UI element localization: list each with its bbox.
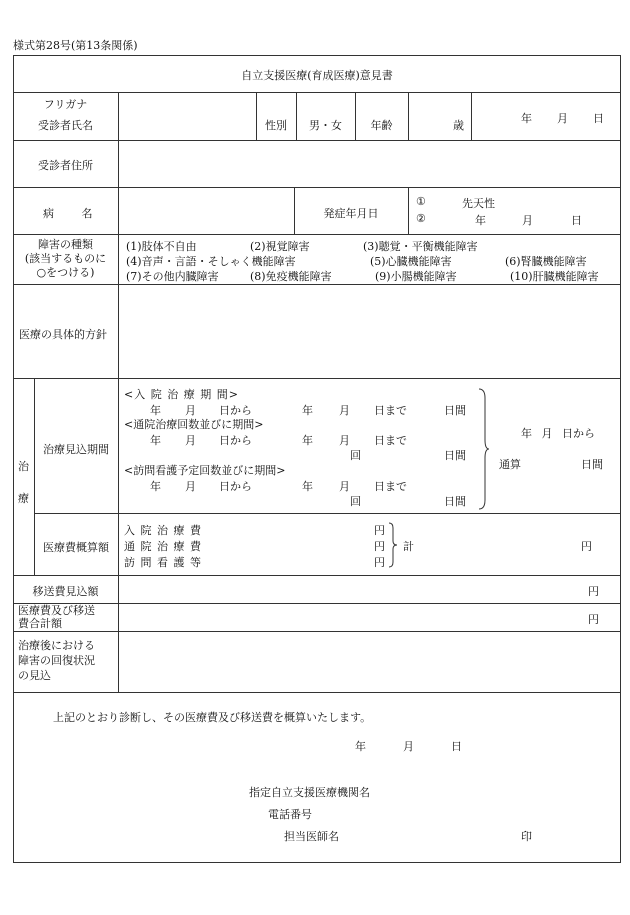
declaration-year: 年	[355, 740, 366, 753]
sum-label-line: 費合計額	[18, 617, 62, 630]
row-line	[13, 140, 621, 141]
sum-label-line: 医療費及び移送	[18, 604, 95, 617]
patient-name-label: 受診者氏名	[38, 119, 93, 132]
cost-visit-label: 訪 問 看 護 等	[124, 556, 202, 569]
outpatient-period-heading: <通院治療回数並びに期間>	[124, 418, 264, 431]
date-day: 日	[593, 112, 604, 125]
cost-inpatient-yen: 円	[374, 524, 385, 537]
address-label: 受診者住所	[38, 159, 93, 172]
row-line	[13, 284, 621, 285]
row-line	[34, 513, 621, 514]
col-line	[408, 187, 409, 234]
visit-from-year: 年	[150, 480, 161, 493]
visit-to-year: 年	[302, 480, 313, 493]
row-line	[13, 692, 621, 693]
disability-option[interactable]: (7)その他内臓障害	[126, 270, 219, 283]
disability-option[interactable]: (5)心臓機能障害	[370, 255, 452, 268]
inpatient-days: 日間	[444, 404, 466, 417]
inpatient-to-label: 日まで	[374, 404, 407, 417]
outpatient-to-year: 年	[302, 434, 313, 447]
seal-mark: 印	[521, 830, 532, 843]
onset-option-2-number: ②	[416, 212, 426, 225]
disability-label	[13, 238, 118, 280]
disability-label-line: (該当するものに	[24, 252, 107, 265]
transport-field[interactable]	[120, 577, 580, 601]
outpatient-from-label: 日から	[219, 434, 252, 447]
cost-total-label: 計	[403, 540, 414, 553]
visit-from-month: 月	[185, 480, 196, 493]
onset-day: 日	[571, 214, 582, 227]
period-label: 治療見込期間	[43, 443, 109, 456]
visit-days: 日間	[444, 495, 466, 508]
disability-option[interactable]: (8)免疫機能障害	[250, 270, 332, 283]
total-days: 日間	[581, 458, 603, 471]
onset-month: 月	[522, 214, 533, 227]
cost-inpatient-label: 入 院 治 療 費	[124, 524, 202, 537]
date-month: 月	[557, 112, 568, 125]
sum-field[interactable]	[120, 605, 580, 629]
age-unit: 歳	[453, 119, 464, 132]
disability-option[interactable]: (4)音声・言語・そしゃく機能障害	[126, 255, 296, 268]
recovery-field[interactable]	[120, 633, 618, 690]
disability-label-line: 障害の種類	[38, 238, 93, 251]
onset-label: 発症年月日	[323, 207, 379, 220]
doctor-label: 担当医師名	[284, 830, 339, 843]
disability-option[interactable]: (3)聴覚・平衡機能障害	[363, 240, 478, 253]
visit-to-label: 日まで	[374, 480, 407, 493]
outpatient-to-month: 月	[339, 434, 350, 447]
form-number: 様式第28号(第13条関係)	[13, 39, 138, 52]
policy-label: 医療の具体的方針	[19, 328, 107, 341]
total-label: 通算	[499, 458, 521, 471]
inpatient-period-heading: <入 院 治 療 期 間>	[124, 388, 239, 401]
transport-label: 移送費見込額	[32, 585, 99, 598]
sex-label: 性別	[265, 119, 287, 132]
row-line	[13, 187, 621, 188]
total-from: 年 月 日から	[521, 427, 595, 440]
outpatient-from-month: 月	[185, 434, 196, 447]
frame-bottom	[13, 862, 621, 863]
outpatient-to-label: 日まで	[374, 434, 407, 447]
visit-count: 回	[350, 495, 361, 508]
date-year: 年	[521, 112, 532, 125]
disability-option[interactable]: (6)腎臓機能障害	[505, 255, 587, 268]
page-title: 自立支援医療(育成医療)意見書	[241, 69, 393, 82]
inpatient-from-label: 日から	[219, 404, 252, 417]
policy-field[interactable]	[120, 286, 618, 376]
visit-from-label: 日から	[219, 480, 252, 493]
phone-label: 電話番号	[268, 808, 312, 821]
visit-to-month: 月	[339, 480, 350, 493]
disability-option[interactable]: (2)視覚障害	[250, 240, 310, 253]
inpatient-from-year: 年	[150, 404, 161, 417]
treatment-label-1: 治	[18, 460, 29, 473]
declaration-text: 上記のとおり診断し、その医療費及び移送費を概算いたします。	[53, 711, 372, 724]
visit-period-heading: <訪問看護予定回数並びに期間>	[124, 464, 286, 477]
recovery-label-line: 障害の回復状況	[18, 654, 95, 667]
frame-left	[13, 55, 14, 863]
declaration-month: 月	[403, 740, 414, 753]
outpatient-from-year: 年	[150, 434, 161, 447]
col-line	[408, 92, 409, 140]
col-line-label	[118, 92, 119, 692]
row-line	[13, 92, 621, 93]
treatment-label-2: 療	[18, 492, 29, 505]
cost-total-yen: 円	[581, 540, 592, 553]
recovery-label-line: の見込	[18, 669, 51, 682]
disability-label-line: ○をつける)	[36, 266, 95, 279]
frame-top	[13, 55, 621, 56]
outpatient-count: 回	[350, 449, 361, 462]
period-brace	[478, 388, 490, 510]
frame-right	[620, 55, 621, 863]
inpatient-from-month: 月	[185, 404, 196, 417]
age-label: 年齢	[370, 119, 393, 132]
sum-yen: 円	[588, 613, 599, 626]
row-line	[13, 575, 621, 576]
institution-label: 指定自立支援医療機関名	[249, 786, 370, 799]
row-line	[13, 378, 621, 379]
patient-name-field[interactable]	[120, 94, 255, 138]
row-line	[13, 631, 621, 632]
recovery-label-line: 治療後における	[18, 639, 95, 652]
cost-outpatient-yen: 円	[374, 540, 385, 553]
disability-option[interactable]: (1)肢体不自由	[126, 240, 197, 253]
cost-label: 医療費概算額	[43, 541, 109, 554]
disability-option[interactable]: (9)小腸機能障害	[375, 270, 457, 283]
declaration-day: 日	[451, 740, 462, 753]
onset-option-1-text: 先天性	[462, 197, 495, 210]
sum-label	[18, 604, 95, 630]
recovery-label	[18, 638, 95, 683]
address-field[interactable]	[120, 142, 618, 185]
row-line	[13, 234, 621, 235]
disability-option[interactable]: (10)肝臓機能障害	[510, 270, 599, 283]
outpatient-days: 日間	[444, 449, 466, 462]
cost-visit-yen: 円	[374, 556, 385, 569]
disease-field[interactable]	[120, 189, 292, 232]
cost-outpatient-label: 通 院 治 療 費	[124, 540, 202, 553]
disease-label: 病 名	[43, 207, 105, 220]
onset-year: 年	[475, 214, 486, 227]
onset-option-1-number: ①	[416, 195, 426, 208]
inpatient-to-month: 月	[339, 404, 350, 417]
row-line	[13, 603, 621, 604]
cost-brace	[388, 522, 398, 568]
furigana-label: フリガナ	[43, 98, 88, 111]
sex-options[interactable]: 男・女	[309, 119, 342, 132]
inpatient-to-year: 年	[302, 404, 313, 417]
transport-yen: 円	[588, 585, 599, 598]
col-line	[471, 92, 472, 140]
